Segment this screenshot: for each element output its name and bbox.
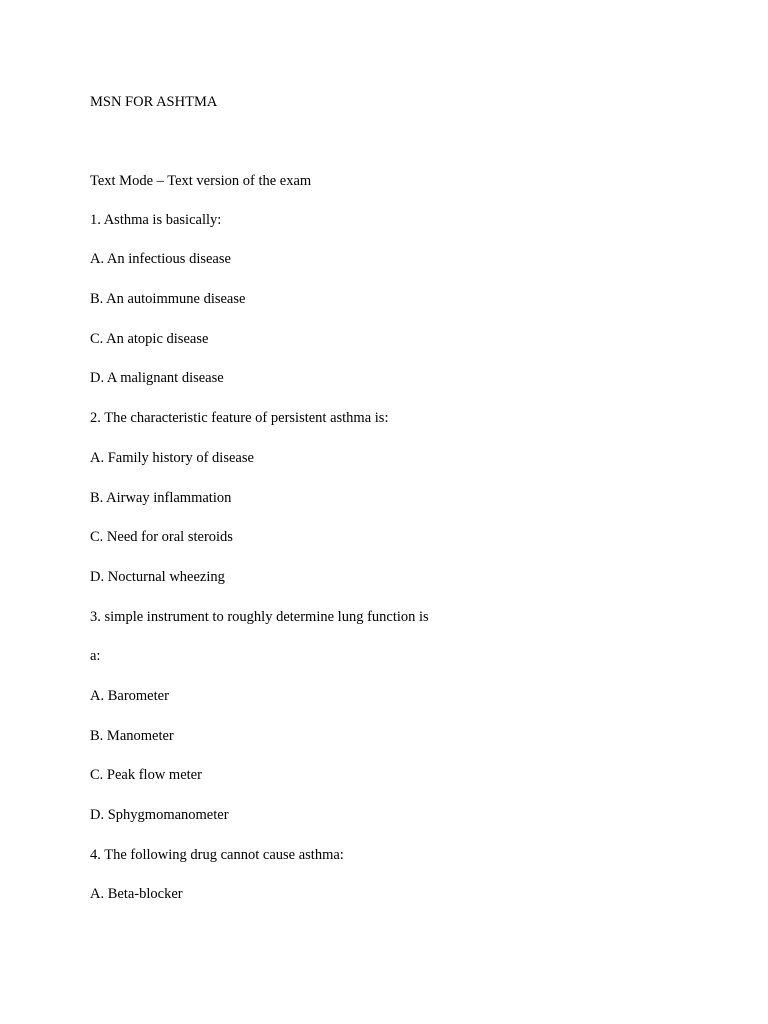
q2-option-d: D. Nocturnal wheezing (90, 569, 225, 585)
q3-option-d: D. Sphygmomanometer (90, 807, 229, 823)
q4-option-a: A. Beta-blocker (90, 886, 183, 902)
q3-option-c: C. Peak flow meter (90, 767, 202, 783)
document-subtitle: Text Mode – Text version of the exam (90, 173, 312, 189)
question-2: 2. The characteristic feature of persistent asthma is: (90, 410, 389, 426)
question-3: 3. simple instrument to roughly determine lung function is (90, 609, 429, 625)
q2-option-c: C. Need for oral steroids (90, 529, 233, 545)
document-title: MSN FOR ASHTMA (90, 94, 218, 110)
q3-option-a: A. Barometer (90, 688, 169, 704)
question-1: 1. Asthma is basically: (90, 212, 222, 228)
q2-option-a: A. Family history of disease (90, 450, 254, 466)
q1-option-a: A. An infectious disease (90, 251, 231, 267)
q3-option-b: B. Manometer (90, 728, 174, 744)
q1-option-b: B. An autoimmune disease (90, 291, 246, 307)
q2-option-b: B. Airway inflammation (90, 490, 232, 506)
q1-option-d: D. A malignant disease (90, 370, 224, 386)
question-3-continued: a: (90, 648, 101, 664)
question-4: 4. The following drug cannot cause asthma: (90, 847, 344, 863)
q1-option-c: C. An atopic disease (90, 331, 209, 347)
